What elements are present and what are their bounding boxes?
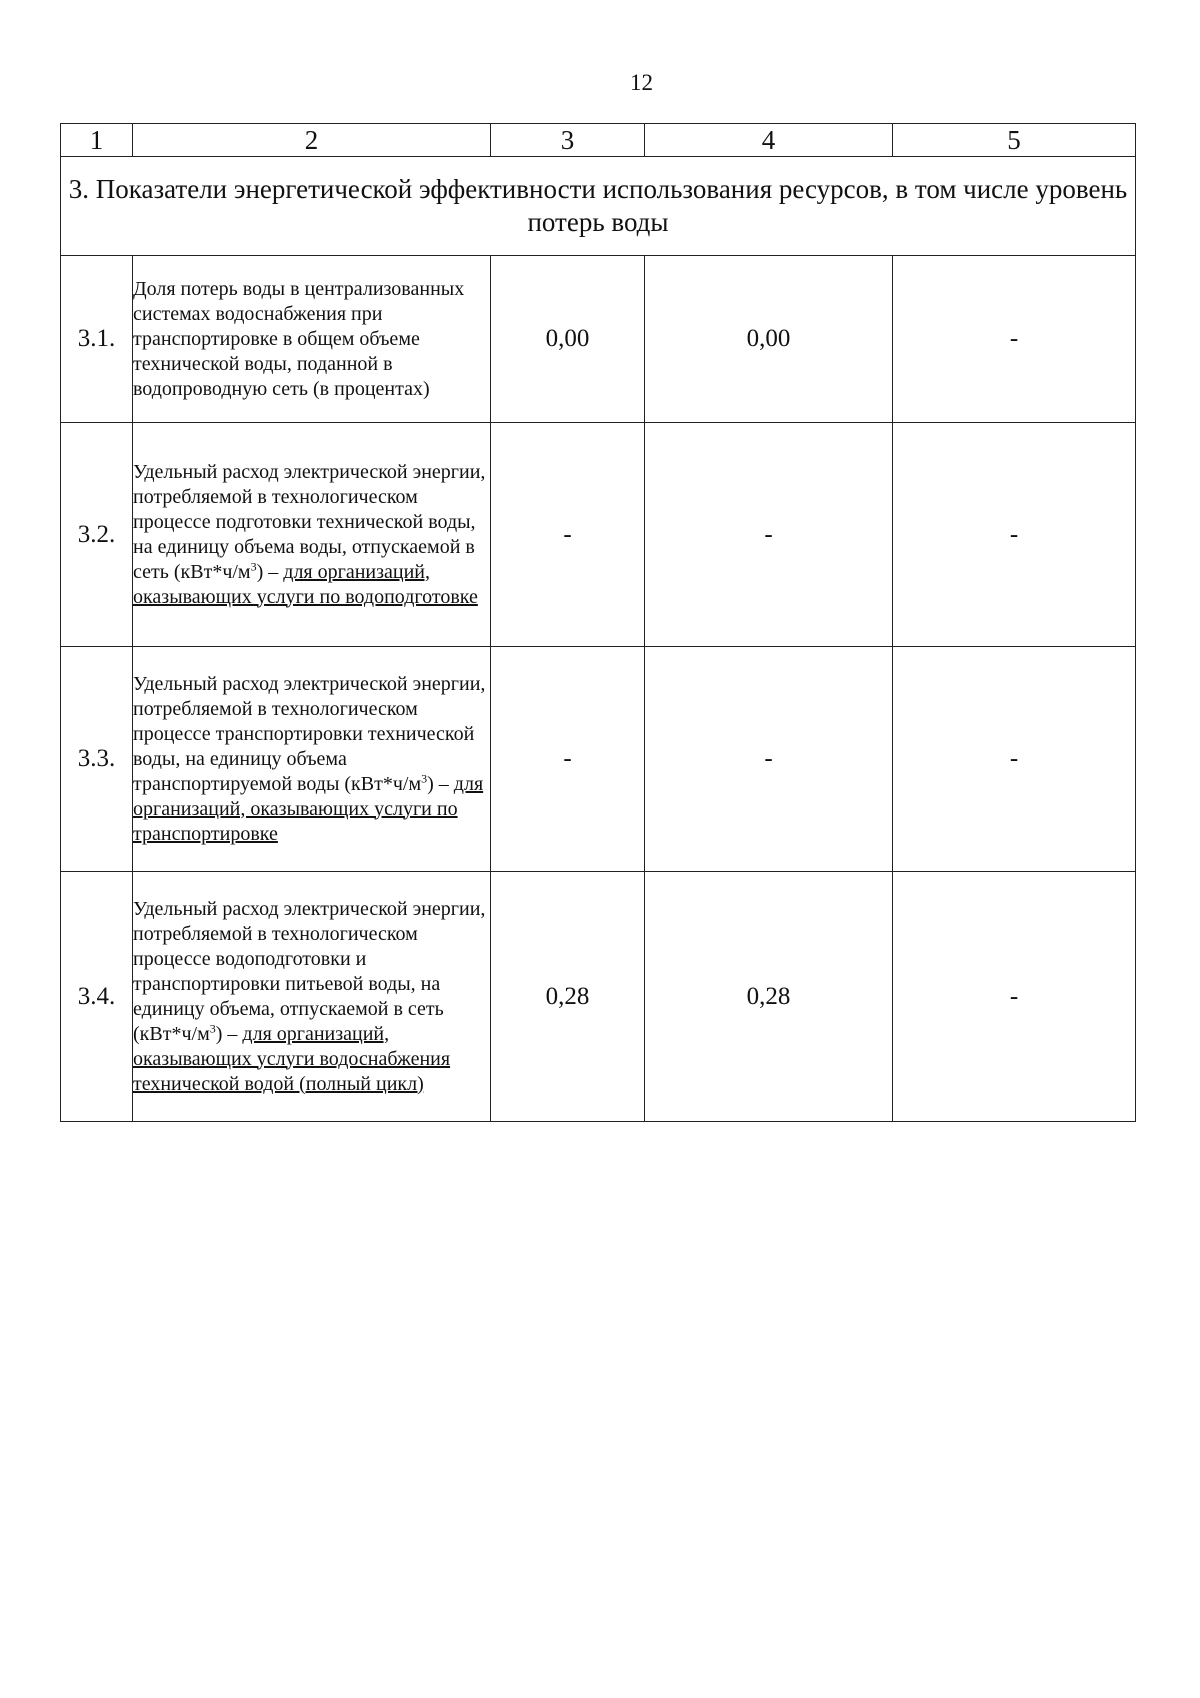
value-col3: - <box>491 423 645 647</box>
description-text: Доля потерь воды в централизованных системах водоснабжения при транспортировке в общем объеме технической воды, поданной в водопроводную сеть (в процентах) <box>133 277 465 400</box>
row-number: 3.4. <box>61 872 133 1122</box>
row-description <box>133 872 491 1122</box>
value-col4: - <box>645 647 893 872</box>
row-description <box>133 423 491 647</box>
value-col3: 0,00 <box>491 256 645 423</box>
table-row <box>61 423 1136 647</box>
organization-scope: для организаций, оказывающих услуги по транспортировке <box>133 772 484 845</box>
organization-scope: для организаций, оказывающих услуги по водоподготовке <box>133 560 478 608</box>
row-description <box>133 647 491 872</box>
unit-superscript: 3 <box>209 1020 216 1035</box>
description-text: Удельный расход электрической энергии, потребляемой в технологическом процессе подготовки технической воды, на единицу объема воды, отпускаемой в сеть (кВт*ч/м <box>133 460 486 583</box>
value-col5: - <box>893 872 1136 1122</box>
table-row <box>61 647 1136 872</box>
page-number: 12 <box>630 70 653 95</box>
column-number-1: 1 <box>61 124 133 157</box>
column-number-row <box>61 124 1136 157</box>
unit-superscript: 3 <box>250 558 257 573</box>
description-text: Удельный расход электрической энергии, потребляемой в технологическом процессе транспортировки технической воды, на единицу объема транспортируемой воды (кВт*ч/м <box>133 672 486 795</box>
section-title: 3. Показатели энергетической эффективности использования ресурсов, в том числе уровень потерь воды <box>61 157 1136 256</box>
unit-close: ) – <box>427 772 454 795</box>
unit-close: ) – <box>215 1022 243 1045</box>
column-number-5: 5 <box>893 124 1136 157</box>
value-col4: 0,28 <box>645 872 893 1122</box>
column-number-4: 4 <box>645 124 893 157</box>
unit-superscript: 3 <box>421 770 428 785</box>
table-row <box>61 872 1136 1122</box>
section-row <box>61 157 1136 256</box>
value-col5: - <box>893 647 1136 872</box>
organization-scope: для организаций, оказывающих услуги водоснабжения технической водой (полный цикл) <box>133 1022 451 1095</box>
row-number: 3.2. <box>61 423 133 647</box>
row-description <box>133 256 491 423</box>
table-row <box>61 256 1136 423</box>
value-col5: - <box>893 423 1136 647</box>
indicators-table <box>60 123 1136 1122</box>
row-number: 3.3. <box>61 647 133 872</box>
value-col4: - <box>645 423 893 647</box>
unit-close: ) – <box>256 560 284 583</box>
description-text: Удельный расход электрической энергии, потребляемой в технологическом процессе водоподготовки и транспортировки питьевой воды, на единицу объема, отпускаемой в сеть (кВт*ч/м <box>133 897 486 1045</box>
row-number: 3.1. <box>61 256 133 423</box>
value-col3: - <box>491 647 645 872</box>
value-col5: - <box>893 256 1136 423</box>
column-number-3: 3 <box>491 124 645 157</box>
value-col3: 0,28 <box>491 872 645 1122</box>
column-number-2: 2 <box>133 124 491 157</box>
value-col4: 0,00 <box>645 256 893 423</box>
